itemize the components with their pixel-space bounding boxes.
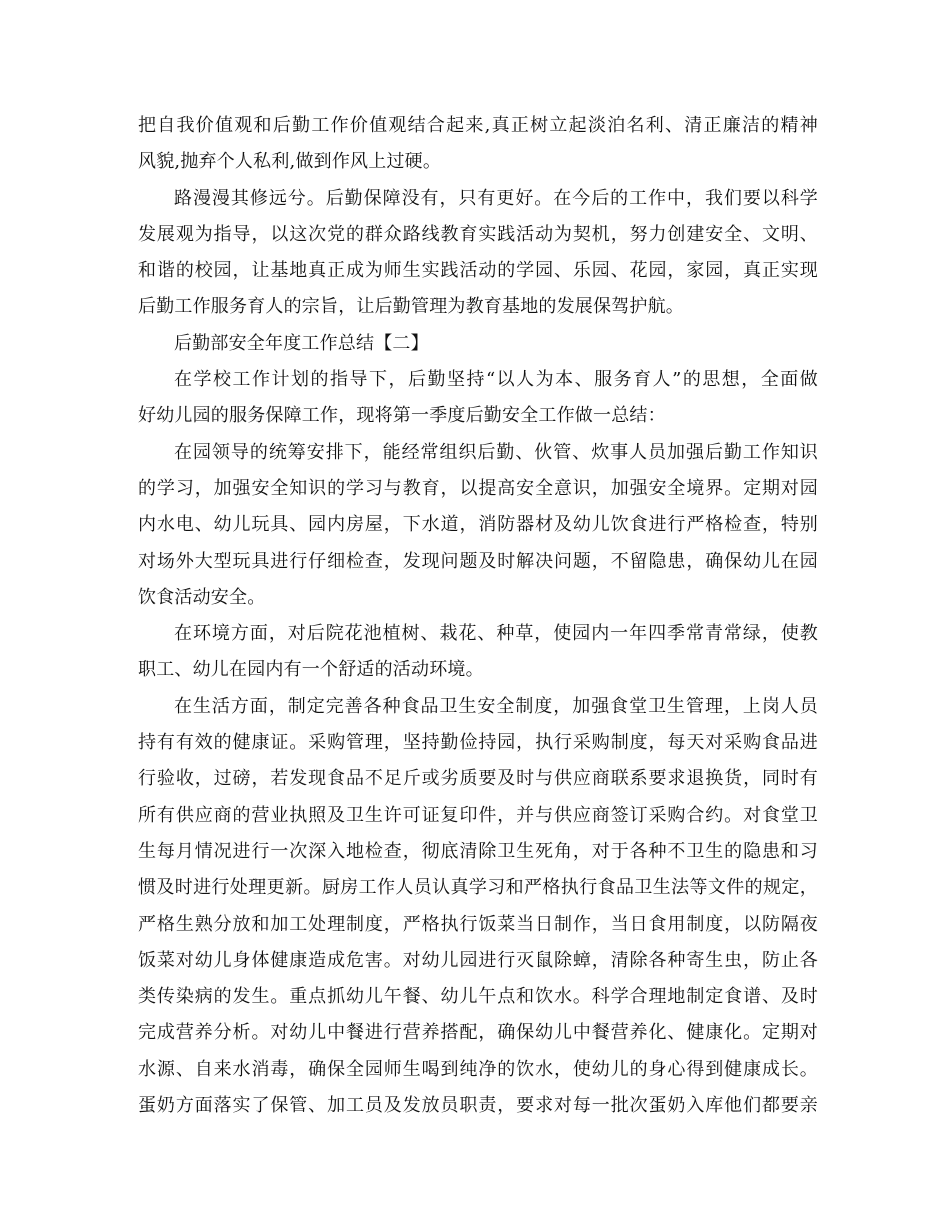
- document-body: [138, 108, 818, 1124]
- text-line: 行验收，过磅，若发现食品不足斤或劣质要及时与供应商联系要求退换货，同时有: [138, 768, 818, 790]
- text-line: 持有有效的健康证。采购管理，坚持勤俭持园，执行采购制度，每天对采购食品进: [138, 732, 818, 754]
- text-line: 惯及时进行处理更新。厨房工作人员认真学习和严格执行食品卫生法等文件的规定，: [138, 877, 818, 899]
- text-line: 蛋奶方面落实了保管、加工员及发放员职责，要求对每一批次蛋奶入库他们都要亲: [138, 1095, 818, 1117]
- text-line: 把自我价值观和后勤工作价值观结合起来,真正树立起淡泊名利、清正廉洁的精神: [138, 115, 818, 136]
- text-line: 后勤工作服务育人的宗旨，让后勤管理为教育基地的发展保驾护航。: [138, 296, 684, 318]
- text-line: 内水电、幼儿玩具、园内房屋，下水道，消防器材及幼儿饮食进行严格检查，特别: [138, 514, 818, 536]
- text-line: 完成营养分析。对幼儿中餐进行营养搭配，确保幼儿中餐营养化、健康化。定期对: [138, 1022, 818, 1044]
- text-line: 所有供应商的营业执照及卫生许可证复印件，并与供应商签订采购合约。对食堂卫: [138, 804, 818, 826]
- text-line: 发展观为指导，以这次党的群众路线教育实践活动为契机，努力创建安全、文明、: [138, 223, 818, 245]
- text-line: 在学校工作计划的指导下，后勤坚持“以人为本、服务育人”的思想，全面做: [174, 369, 818, 391]
- text-line: 职工、幼儿在园内有一个舒适的活动环境。: [138, 659, 484, 681]
- text-line: 好幼儿园的服务保障工作，现将第一季度后勤安全工作做一总结：: [138, 405, 666, 427]
- text-line: 的学习，加强安全知识的学习与教育，以提高安全意识，加强安全境界。定期对园: [138, 477, 818, 499]
- text-line: 生每月情况进行一次深入地检查，彻底清除卫生死角，对于各种不卫生的隐患和习: [138, 840, 818, 862]
- text-line: 和谐的校园，让基地真正成为师生实践活动的学园、乐园、花园，家园，真正实现: [138, 260, 818, 282]
- section-heading: 后勤部安全年度工作总结【二】: [174, 332, 429, 354]
- text-line: 风貌,抛弃个人私利,做到作风上过硬。: [138, 151, 442, 173]
- text-line: 对场外大型玩具进行仔细检查，发现问题及时解决问题，不留隐患，确保幼儿在园: [138, 550, 818, 572]
- text-line: 在环境方面，对后院花池植树、栽花、种草，使园内一年四季常青常绿，使教: [174, 623, 818, 645]
- text-line: 路漫漫其修远兮。后勤保障没有，只有更好。在今后的工作中，我们要以科学: [174, 187, 818, 209]
- text-line: 类传染病的发生。重点抓幼儿午餐、幼儿午点和饮水。科学合理地制定食谱、及时: [138, 986, 818, 1008]
- text-line: 在园领导的统筹安排下，能经常组织后勤、伙管、炊事人员加强后勤工作知识: [174, 441, 818, 463]
- text-line: 饮食活动安全。: [138, 586, 266, 608]
- text-line: 饭菜对幼儿身体健康造成危害。对幼儿园进行灭鼠除蟑，清除各种寄生虫，防止各: [138, 949, 818, 971]
- text-line: 严格生熟分放和加工处理制度，严格执行饭菜当日制作，当日食用制度，以防隔夜: [138, 913, 818, 935]
- text-line: 水源、自来水消毒，确保全园师生喝到纯净的饮水，使幼儿的身心得到健康成长。: [138, 1058, 818, 1080]
- text-line: 在生活方面，制定完善各种食品卫生安全制度，加强食堂卫生管理，上岗人员: [174, 695, 818, 717]
